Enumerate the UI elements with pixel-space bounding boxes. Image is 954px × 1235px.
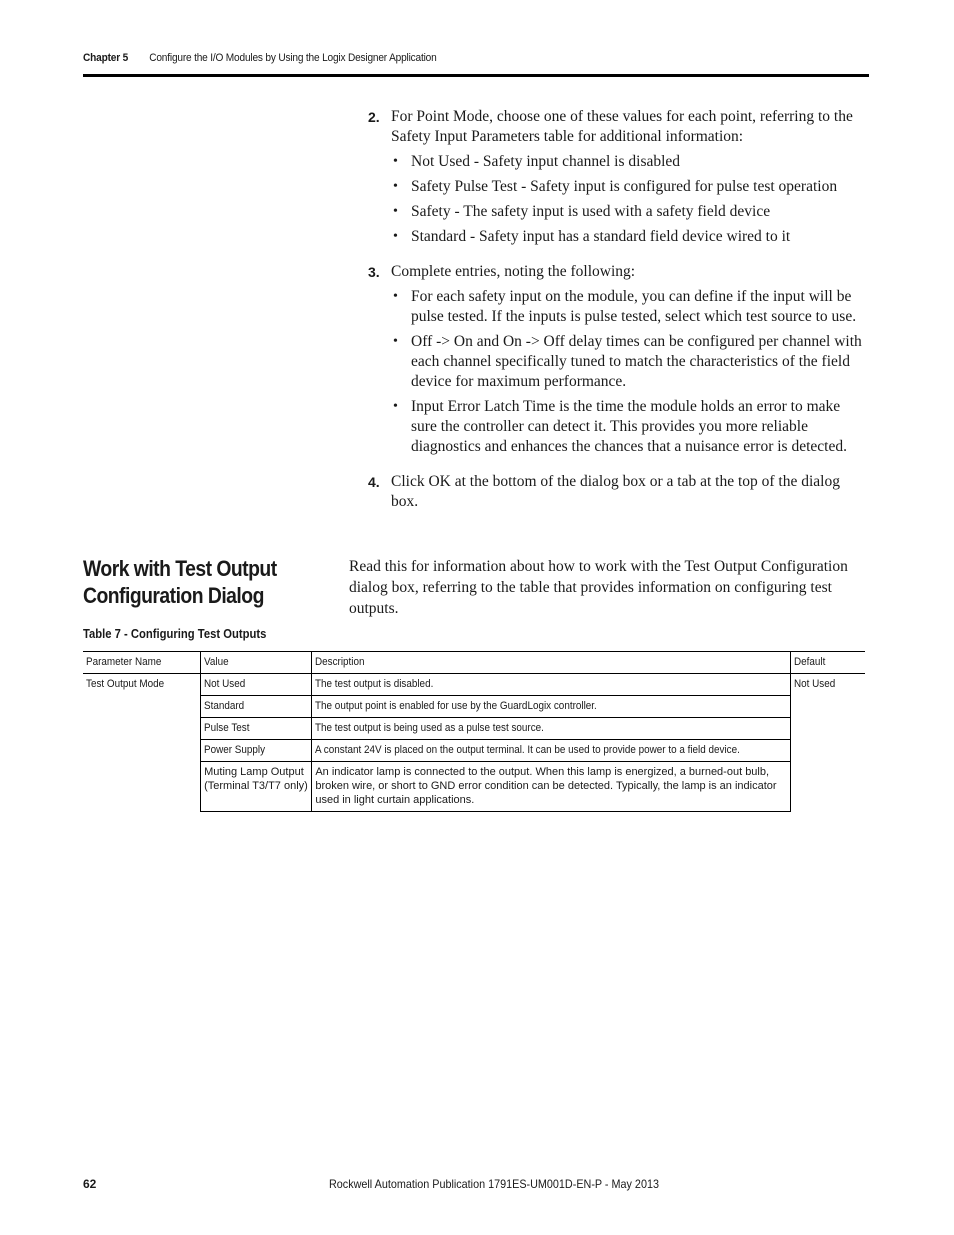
header-parameter-name: Parameter Name bbox=[86, 656, 162, 668]
step-2 bbox=[368, 107, 868, 252]
step-number: 3. bbox=[368, 264, 380, 280]
step-number: 2. bbox=[368, 109, 380, 125]
header-description: Description bbox=[315, 656, 365, 668]
chapter-title: Configure the I/O Modules by Using the Logix Designer Application bbox=[149, 52, 437, 64]
description-cell: The test output is being used as a pulse test source. bbox=[315, 722, 545, 734]
description-cell: The test output is disabled. bbox=[315, 678, 434, 690]
publication-footer: Rockwell Automation Publication 1791ES-UM001D-EN-P - May 2013 bbox=[329, 1177, 659, 1191]
step-number: 4. bbox=[368, 474, 380, 490]
section-title: Work with Test Output Configuration Dialog bbox=[83, 556, 277, 608]
chapter-label: Chapter 5 bbox=[83, 52, 129, 64]
bullet-item: • Not Used - Safety input channel is disabled bbox=[391, 152, 868, 172]
bullet-item: • Standard - Safety input has a standard field device wired to it bbox=[391, 227, 868, 247]
step-bullets bbox=[391, 287, 868, 457]
bullet-item: • For each safety input on the module, you can define if the input will be pulse tested. If the inputs is pulse tested, select which test source to use. bbox=[391, 287, 868, 327]
table-row bbox=[83, 740, 865, 762]
test-output-table bbox=[83, 651, 865, 812]
value-cell: Pulse Test bbox=[204, 722, 250, 734]
bullet-item: • Safety - The safety input is used with a safety field device bbox=[391, 202, 868, 222]
parameter-cell: Test Output Mode bbox=[86, 678, 165, 690]
step-text: Click OK at the bottom of the dialog box or a tab at the top of the dialog box. bbox=[391, 473, 840, 510]
page-header bbox=[83, 52, 806, 64]
step-text: For Point Mode, choose one of these values for each point, referring to the Safety Input Parameters table for additional information: bbox=[391, 108, 853, 145]
bullet-item: • Off -> On and On -> Off delay times can be configured per channel with each channel specifically tuned to match the characteristics of the field device for maximum performance. bbox=[391, 332, 868, 392]
header-rule bbox=[83, 74, 869, 77]
table-caption: Table 7 - Configuring Test Outputs bbox=[83, 627, 267, 641]
header-value: Value bbox=[204, 656, 229, 668]
description-cell: An indicator lamp is connected to the output. When this lamp is energized, a burned-out bulb, broken wire, or short to GND error condition can be detected. Typically, the lamp is an indicator used in light curtain applications. bbox=[315, 766, 777, 806]
step-bullets bbox=[391, 152, 868, 247]
step-3 bbox=[368, 262, 868, 462]
table-row bbox=[83, 696, 865, 718]
table-row bbox=[83, 762, 865, 812]
section-intro: Read this for information about how to work with the Test Output Configuration dialog box, referring to the table that provides information on configuring test outputs. bbox=[349, 558, 848, 617]
bullet-item: • Safety Pulse Test - Safety input is configured for pulse test operation bbox=[391, 177, 868, 197]
description-cell: A constant 24V is placed on the output terminal. It can be used to provide power to a field device. bbox=[315, 744, 741, 756]
table-header-row bbox=[83, 652, 865, 674]
step-4 bbox=[368, 472, 868, 512]
bullet-item: • Input Error Latch Time is the time the module holds an error to make sure the controller can detect it. This provides you more reliable diagnostics and enhances the chances that a nuisance error is detected. bbox=[391, 397, 868, 457]
page-number: 62 bbox=[83, 1177, 97, 1191]
table-row bbox=[83, 674, 865, 696]
header-default: Default bbox=[794, 656, 826, 668]
default-cell: Not Used bbox=[794, 678, 836, 690]
value-cell: Not Used bbox=[204, 678, 246, 690]
step-text: Complete entries, noting the following: bbox=[391, 263, 636, 280]
description-cell: The output point is enabled for use by the GuardLogix controller. bbox=[315, 700, 598, 712]
steps-list bbox=[368, 107, 868, 522]
value-cell: Muting Lamp Output (Terminal T3/T7 only) bbox=[204, 766, 308, 792]
table-row bbox=[83, 718, 865, 740]
value-cell: Standard bbox=[204, 700, 245, 712]
value-cell: Power Supply bbox=[204, 744, 266, 756]
